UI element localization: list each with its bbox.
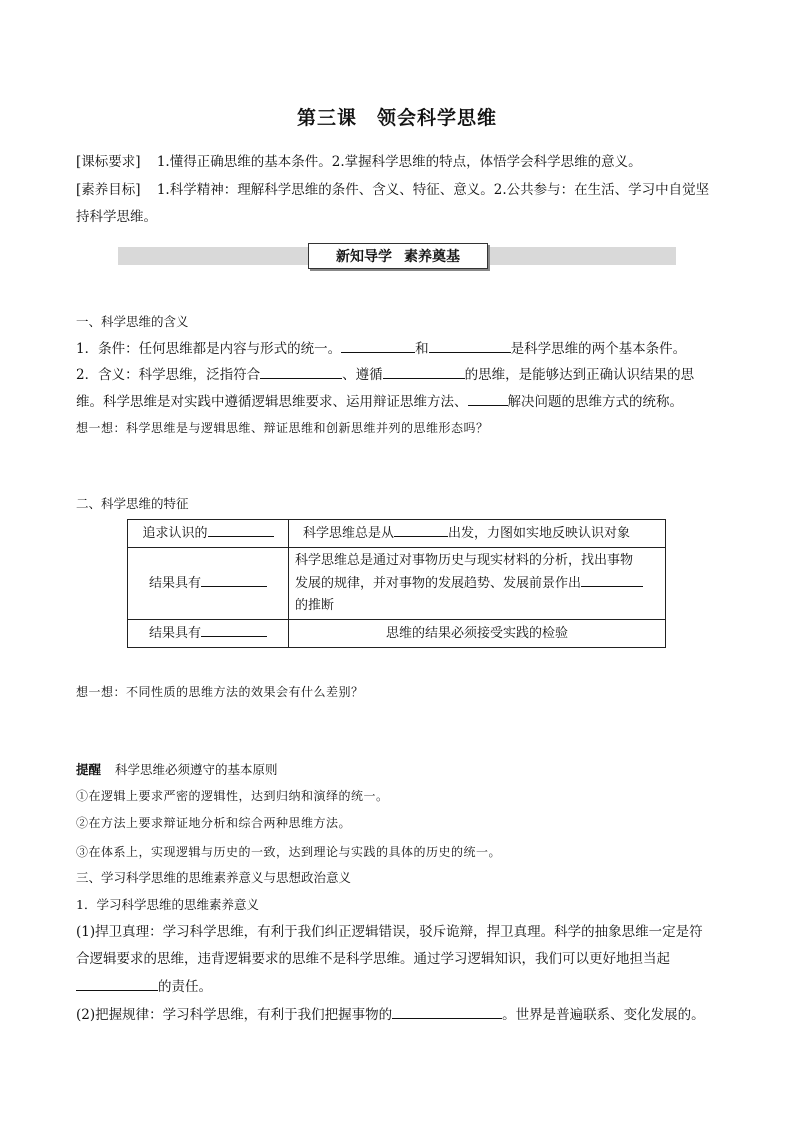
table-cell bbox=[289, 620, 666, 648]
item2-text-b: 、遵循 bbox=[342, 367, 383, 383]
item1-text-c: 是科学思维的两个基本条件。 bbox=[510, 341, 687, 357]
requirement-line-1 bbox=[76, 152, 642, 172]
reminder-point-2: ②在方法上要求辩证地分析和综合两种思维方法。 bbox=[76, 816, 352, 830]
reminder-label: 提醒 bbox=[76, 762, 102, 777]
row-text: 科学思维总是通过对事物历史与现实材料的分析，找出事物 bbox=[295, 553, 634, 568]
blank-line bbox=[468, 391, 508, 406]
row-label: 追求认识的 bbox=[142, 526, 208, 541]
page-title: 第三课 领会科学思维 bbox=[296, 107, 497, 129]
blank-line bbox=[383, 364, 465, 379]
p1-text-c: 的责任。 bbox=[158, 979, 212, 995]
goal-text: 1.科学精神：理解科学思维的条件、含义、特征、意义。2.公共参与：在生活、学习中自觉坚 bbox=[156, 182, 710, 198]
goal-line-2: 持科学思维。 bbox=[76, 209, 157, 225]
blank-line bbox=[392, 1004, 502, 1019]
table-cell bbox=[128, 620, 289, 648]
banner-right: 素养奠基 bbox=[404, 249, 460, 265]
item1-text-b: 和 bbox=[415, 341, 429, 357]
row-text: 思维的结果必须接受实践的检验 bbox=[385, 625, 568, 641]
row-label: 结果具有 bbox=[148, 576, 201, 591]
row-text: 出发，力图如实地反映认识对象 bbox=[448, 526, 631, 541]
p2-text-b: 。世界是普遍联系、变化发展的。 bbox=[502, 1007, 705, 1023]
row-label: 结果具有 bbox=[148, 626, 201, 641]
section3-p1-line2: 合逻辑要求的思维，违背逻辑要求的思维不是科学思维。通过学习逻辑知识，我们可以更好地担当起 bbox=[76, 951, 670, 967]
features-table bbox=[127, 519, 666, 648]
item2-text-e: 解决问题的思维方式的统称。 bbox=[507, 394, 683, 410]
blank-line bbox=[394, 522, 448, 537]
blank-line bbox=[341, 338, 415, 353]
goal-line-1 bbox=[76, 180, 709, 200]
blank-line bbox=[201, 622, 267, 637]
item2-text-a: 2．含义：科学思维，泛指符合 bbox=[76, 367, 261, 383]
section2-heading: 二、科学思维的特征 bbox=[76, 496, 189, 511]
reminder-heading bbox=[76, 760, 278, 780]
section1-heading: 一、科学思维的含义 bbox=[76, 314, 189, 329]
requirement-label: [课标要求] bbox=[76, 154, 141, 170]
item1-text-a: 1．条件：任何思维都是内容与形式的统一。 bbox=[76, 341, 342, 357]
blank-line bbox=[581, 572, 643, 587]
p2-text-a: (2)把握规律：学习科学思维，有利于我们把握事物的 bbox=[76, 1007, 393, 1023]
table-cell bbox=[289, 520, 666, 548]
row-text: 科学思维总是从 bbox=[303, 526, 395, 541]
item2-text-d: 维。科学思维是对实践中遵循逻辑思维要求、运用辩证思维方法、 bbox=[76, 394, 468, 410]
blank-line bbox=[208, 522, 274, 537]
row-text: 的推断 bbox=[295, 598, 335, 613]
blank-line bbox=[201, 572, 267, 587]
section1-item1 bbox=[76, 338, 686, 359]
blank-line bbox=[76, 976, 158, 991]
blank-line bbox=[429, 338, 511, 353]
section1-item2 bbox=[76, 364, 694, 385]
item2-text-c: 的思维，是能够达到正确认识结果的思 bbox=[464, 367, 695, 383]
blank-line bbox=[260, 364, 342, 379]
section2-think: 想一想：不同性质的思维方法的效果会有什么差别？ bbox=[76, 685, 364, 699]
section1-think: 想一想：科学思维是与逻辑思维、辩证思维和创新思维并列的思维形态吗？ bbox=[76, 421, 489, 435]
reminder-point-1: ①在逻辑上要求严密的逻辑性，达到归纳和演绎的统一。 bbox=[76, 789, 389, 803]
goal-label: [素养目标] bbox=[76, 182, 141, 198]
section3-p1-line1: (1)捍卫真理：学习科学思维，有利于我们纠正逻辑错误，驳斥诡辩，捍卫真理。科学的抽象思维一定是符 bbox=[76, 924, 703, 940]
reminder-point-3: ③在体系上，实现逻辑与历史的一致，达到理论与实践的具体的历史的统一。 bbox=[76, 845, 502, 859]
requirement-text: 1.懂得正确思维的基本条件。2.掌握科学思维的特点，体悟学会科学思维的意义。 bbox=[156, 154, 642, 170]
table-cell bbox=[128, 548, 289, 620]
section1-item2-cont bbox=[76, 391, 683, 412]
table-row bbox=[128, 620, 666, 648]
section3-heading: 三、学习科学思维的思维素养意义与思想政治意义 bbox=[76, 870, 352, 885]
banner-box bbox=[308, 243, 488, 269]
table-cell bbox=[289, 548, 666, 620]
section3-p2 bbox=[76, 1004, 705, 1025]
reminder-title: 科学思维必须遵守的基本原则 bbox=[115, 762, 278, 777]
table-cell bbox=[128, 520, 289, 548]
banner-left: 新知导学 bbox=[336, 249, 392, 265]
section3-sub1: 1．学习科学思维的思维素养意义 bbox=[76, 897, 259, 912]
table-row bbox=[128, 520, 666, 548]
row-text: 发展的规律，并对事物的发展趋势、发展前景作出 bbox=[295, 576, 582, 591]
section3-p1-line3 bbox=[76, 976, 212, 997]
table-row bbox=[128, 548, 666, 620]
